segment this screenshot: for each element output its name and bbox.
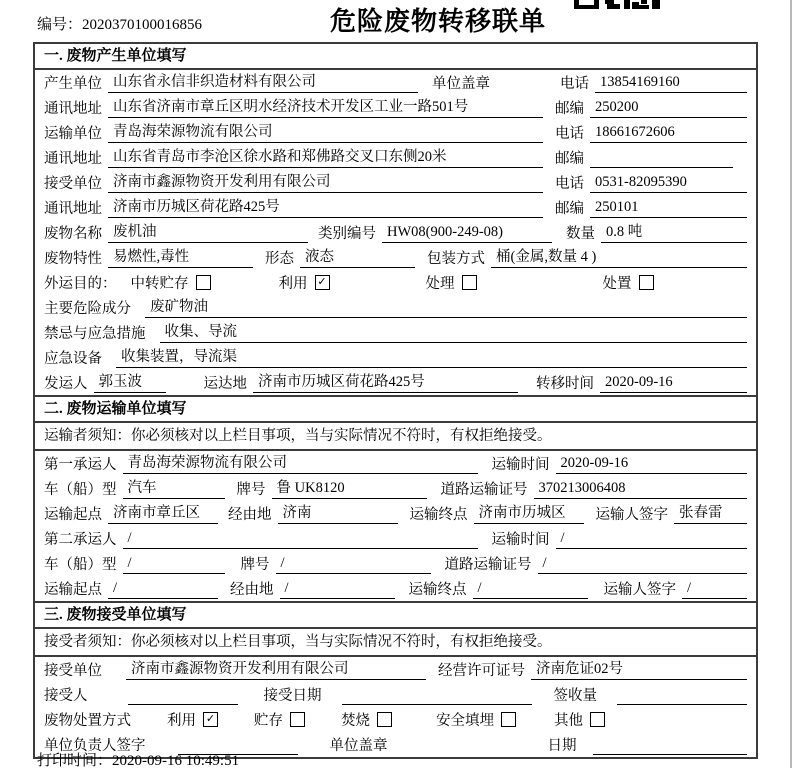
receiver-address-row [35,195,756,220]
option-dispose-label: 处置 [602,276,632,292]
plate-number2-label: 牌号 [240,557,270,573]
transporter-unit-row [35,120,756,145]
receiver-zip-value: 250101 [590,198,747,218]
route2-row [35,576,756,601]
via2-value: / [280,579,395,599]
option-incinerate-label: 焚烧 [341,713,370,729]
disposal-method-row [35,707,756,732]
first-carrier-value: 青岛海荣源物流有限公司 [123,454,478,474]
transporter-address-row [35,145,756,170]
option-storage [254,709,305,730]
transporter-unit-label: 运输单位 [44,126,102,142]
option-storage-label: 贮存 [254,713,283,729]
carrier-signature2-label: 运输人签字 [603,582,676,598]
waste-property-row [35,245,756,270]
option-treat [426,272,477,293]
emergency-equipment-value: 收集装置，导流渠 [116,348,747,368]
option-utilize [279,272,330,293]
receiver-zip-label: 邮编 [555,201,584,217]
producer-unit-label: 产生单位 [44,76,102,92]
transport-time2-label: 运输时间 [491,532,550,548]
receiver-unit-row [35,170,756,195]
destination-label: 运达地 [203,376,247,392]
plate-number1-value: 鲁 UK8120 [272,479,427,499]
section2-title: 二. 废物运输单位填写 [35,395,756,423]
option-utilize-label: 利用 [278,276,308,292]
receive-date-label: 接受日期 [263,688,322,704]
producer-unit-row [35,70,756,95]
option-landfill-label: 安全填埋 [436,713,494,729]
option-dispose [603,272,654,293]
receiver-phone-value: 0531-82095390 [590,173,747,193]
date-value [593,735,748,755]
via2-label: 经由地 [230,582,274,598]
terminus1-value: 济南市历城区 [474,504,584,524]
packaging-label: 包装方式 [427,251,485,267]
disposal-method-label: 废物处置方式 [44,713,131,729]
checkbox-landfill [501,712,516,727]
receiver-address-label: 通讯地址 [44,201,102,217]
transporter-phone-label: 电话 [555,126,584,142]
checkbox-storage [290,712,305,727]
transfer-time-value: 2020-09-16 [600,373,747,393]
vehicle-type2-label: 车（船）型 [44,557,117,573]
terminus2-label: 运输终点 [408,582,467,598]
road-permit2-label: 道路运输证号 [444,557,532,573]
receiver-person-label: 接受人 [44,688,88,704]
transporter-unit-value: 青岛海荣源物流有限公司 [108,123,543,143]
vehicle1-row [35,476,756,501]
emergency-measures-value: 收集、导流 [160,323,748,343]
origin1-label: 运输起点 [44,507,102,523]
option-transfer-storage [131,272,211,293]
receiver-phone-label: 电话 [555,176,584,192]
producer-address-value: 山东省济南市章丘区明水经济技术开发区工业一路501号 [108,98,543,118]
receiver-unit-value: 济南市鑫源物资开发利用有限公司 [108,173,543,193]
license-number-label: 经营许可证号 [438,663,525,679]
consignor-label: 发运人 [44,376,88,392]
road-permit1-label: 道路运输证号 [440,482,528,498]
road-permit1-value: 370213006408 [534,479,748,499]
serial-number [37,13,202,34]
receive-date-value [342,685,532,705]
plate-number1-label: 牌号 [236,482,266,498]
producer-unit-value: 山东省永信非织造材料有限公司 [108,73,418,93]
option-incinerate [341,709,392,730]
emergency-equipment-label: 应急设备 [44,351,102,367]
transporter-phone-value: 18661672606 [590,123,747,143]
page-edge-line [790,0,792,768]
second-carrier-label: 第二承运人 [44,532,117,548]
receiver-unit-label: 接受单位 [44,176,102,192]
hazard-component-row [35,295,756,320]
category-code-value: HW08(900-249-08) [382,223,552,243]
transport-time2-value: / [556,529,748,549]
license-number-value: 济南危证02号 [531,660,747,680]
checkbox-dispose [639,275,654,290]
qr-code-icon [574,0,660,9]
waste-property-value: 易燃性,毒性 [108,248,253,268]
quantity-value: 0.8 吨 [601,223,747,243]
producer-zip-value: 250200 [590,98,747,118]
origin2-label: 运输起点 [44,582,102,598]
serial-value: 2020370100016856 [82,17,203,33]
emergency-measures-label: 禁忌与应急措施 [44,326,146,342]
checkbox-other [590,712,605,727]
waste-name-label: 废物名称 [44,226,102,242]
page-title: 危险废物转移联单 [330,7,547,36]
second-carrier-row [35,526,756,551]
received-quantity-label: 签收量 [553,688,597,704]
print-time [37,749,239,770]
print-time-value: 2020-09-16 10:49:51 [112,753,240,769]
consignor-row [35,370,756,395]
option-disposal-utilize [167,709,218,730]
transporter-zip-label: 邮编 [555,151,584,167]
first-carrier-label: 第一承运人 [44,457,117,473]
consignor-value: 郭玉波 [94,373,166,393]
waste-name-row [35,220,756,245]
hazard-component-label: 主要危险成分 [44,301,131,317]
receive-unit-row [35,657,756,682]
option-landfill [436,709,516,730]
category-code-label: 类别编号 [318,226,376,242]
carrier-signature1-value: 张春雷 [674,504,747,524]
receive-notice: 接受者须知：你必须核对以上栏目事项，当与实际情况不符时，有权拒绝接受。 [35,629,756,657]
responsible-signature-label: 单位负责人签字 [44,738,146,754]
checkbox-incinerate [377,712,392,727]
vehicle2-row [35,551,756,576]
option-transfer-storage-label: 中转贮存 [130,276,189,292]
second-carrier-value: / [123,529,478,549]
unit-seal2-label: 单位盖章 [329,738,388,754]
transfer-purpose-label: 外运目的： [44,276,117,292]
section3-title: 三. 废物接受单位填写 [35,601,756,629]
receiver-person-value [128,685,238,705]
transfer-purpose-row [35,270,756,295]
print-time-label: 打印时间： [37,753,113,769]
form-state-label: 形态 [265,251,294,267]
option-treat-label: 处理 [425,276,455,292]
transporter-address-value: 山东省青岛市李沧区徐水路和郑佛路交叉口东侧20米 [108,148,543,168]
emergency-equipment-row [35,345,756,370]
via1-value: 济南 [278,504,398,524]
checkbox-disposal-utilize: ✓ [203,712,218,727]
transfer-time-label: 转移时间 [536,376,594,392]
route1-row [35,501,756,526]
receive-unit-label: 接受单位 [44,663,102,679]
road-permit2-value: / [538,554,748,574]
receiver-person-row [35,682,756,707]
plate-number2-value: / [276,554,431,574]
received-quantity-value [617,685,747,705]
form-state-value: 液态 [300,248,415,268]
waste-transfer-form [33,42,758,759]
quantity-label: 数量 [566,226,595,242]
serial-label: 编号： [37,17,83,33]
checkbox-utilize: ✓ [315,275,330,290]
waste-name-value: 废机油 [108,223,308,243]
terminus2-value: / [473,579,588,599]
transport-time1-label: 运输时间 [491,457,550,473]
unit-seal-label: 单位盖章 [432,76,490,92]
transport-time1-value: 2020-09-16 [556,454,748,474]
transporter-address-label: 通讯地址 [44,151,102,167]
section1-title: 一. 废物产生单位填写 [35,44,756,70]
vehicle-type1-label: 车（船）型 [44,482,117,498]
packaging-value: 桶(金属,数量 4 ) [491,248,747,268]
carrier-signature2-value: / [682,579,747,599]
destination-value: 济南市历城区荷花路425号 [253,373,518,393]
receiver-address-value: 济南市历城区荷花路425号 [108,198,543,218]
receive-unit-value: 济南市鑫源物资开发利用有限公司 [126,660,426,680]
hazard-component-value: 废矿物油 [145,298,747,318]
emergency-measures-row [35,320,756,345]
checkbox-treat [462,275,477,290]
producer-zip-label: 邮编 [555,101,584,117]
origin2-value: / [108,579,218,599]
producer-address-row [35,95,756,120]
vehicle-type2-value: / [123,554,225,574]
producer-phone-value: 13854169160 [595,73,747,93]
carrier-signature1-label: 运输人签字 [595,507,668,523]
transporter-zip-value [590,148,733,168]
option-other [554,709,605,730]
origin1-value: 济南市章丘区 [108,504,218,524]
option-other-label: 其他 [554,713,583,729]
producer-address-label: 通讯地址 [44,101,102,117]
date-label: 日期 [547,738,577,754]
via1-label: 经由地 [228,507,272,523]
terminus1-label: 运输终点 [409,507,468,523]
vehicle-type1-value: 汽车 [123,479,225,499]
checkbox-transfer-storage [196,275,211,290]
waste-property-label: 废物特性 [44,251,102,267]
first-carrier-row [35,451,756,476]
transport-notice: 运输者须知：你必须核对以上栏目事项，当与实际情况不符时，有权拒绝接受。 [35,423,756,451]
producer-phone-label: 电话 [560,76,589,92]
option-disposal-utilize-label: 利用 [167,713,196,729]
